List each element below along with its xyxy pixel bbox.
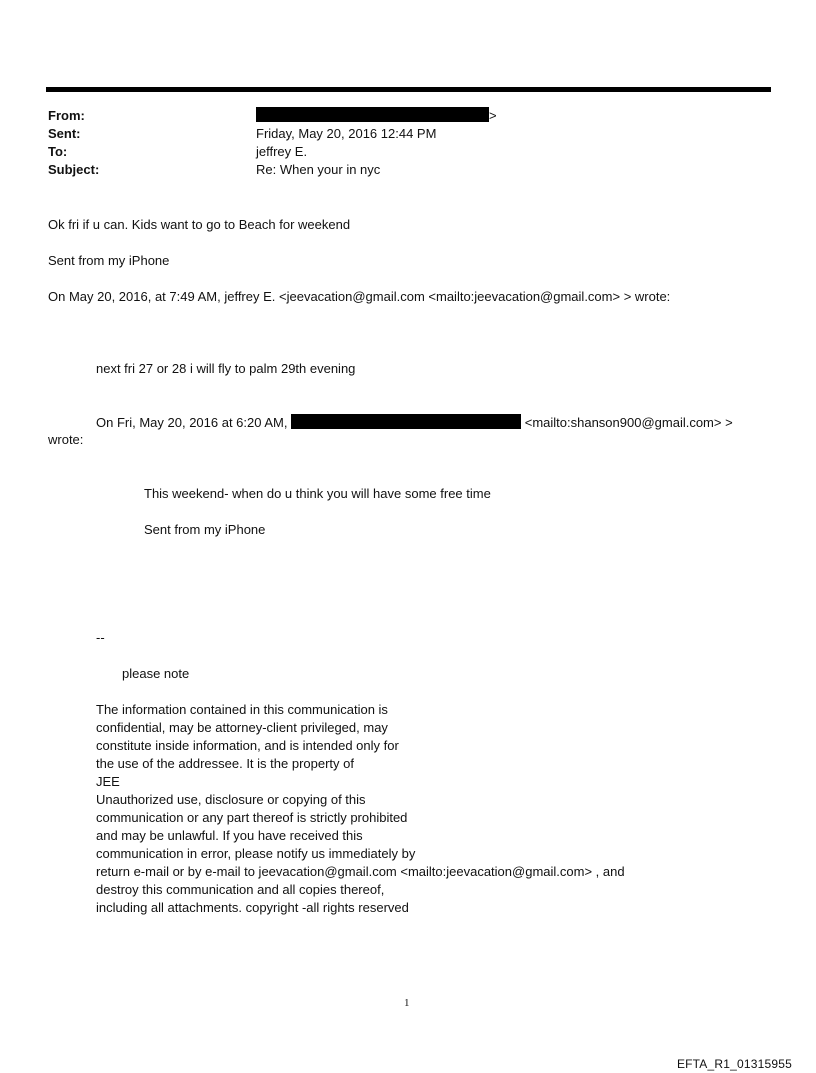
- quote2-signature: Sent from my iPhone: [144, 522, 266, 537]
- subject-row: [48, 161, 748, 179]
- notice-line: communication or any part thereof is strictly prohibited: [96, 810, 408, 825]
- to-row: [48, 143, 748, 161]
- notice-line: and may be unlawful. If you have received this: [96, 828, 363, 843]
- redaction-bar-quote-sender: [291, 414, 521, 429]
- quote1-message-text: next fri 27 or 28 i will fly to palm 29th evening: [96, 361, 356, 376]
- notice-line: destroy this communication and all copies thereof,: [96, 882, 385, 897]
- sent-label: Sent:: [48, 126, 81, 141]
- quote2-header: [96, 414, 733, 432]
- notice-line-email-link: return e-mail or by e-mail to jeevacation@gmail.com <mailto:jeevacation@gmail.com> , and: [96, 864, 625, 879]
- please-note-heading: please note: [122, 666, 190, 681]
- to-value: jeffrey E.: [256, 144, 308, 159]
- from-value: [256, 107, 497, 125]
- quote2-header-suffix: <mailto:shanson900@gmail.com> >: [524, 415, 733, 430]
- notice-line: JEE: [96, 774, 120, 789]
- redaction-bar-sender: [256, 107, 489, 122]
- notice-line: communication in error, please notify us immediately by: [96, 846, 416, 861]
- notice-line: constitute inside information, and is intended only for: [96, 738, 399, 753]
- quote1-header: On May 20, 2016, at 7:49 AM, jeffrey E. <jeevacation@gmail.com <mailto:jeevacation@gmail.com> > wrote:: [48, 289, 671, 304]
- page-number: 1: [404, 997, 410, 1009]
- notice-line: including all attachments. copyright -all rights reserved: [96, 900, 409, 915]
- quote2-header-prefix: On Fri, May 20, 2016 at 6:20 AM,: [96, 415, 288, 430]
- footer-separator: --: [96, 630, 105, 645]
- from-row: [48, 107, 748, 125]
- reply-message-text: Ok fri if u can. Kids want to go to Beach for weekend: [48, 217, 351, 232]
- sent-value: Friday, May 20, 2016 12:44 PM: [256, 126, 437, 141]
- from-suffix: >: [489, 108, 497, 123]
- confidentiality-notice: [96, 701, 625, 917]
- sent-row: [48, 125, 748, 143]
- from-label: From:: [48, 108, 85, 123]
- top-divider-rule: [46, 87, 771, 92]
- notice-line: the use of the addressee. It is the property of: [96, 756, 354, 771]
- notice-line: confidential, may be attorney-client privileged, may: [96, 720, 388, 735]
- subject-value: Re: When your in nyc: [256, 162, 381, 177]
- document-id-stamp: EFTA_R1_01315955: [676, 1057, 792, 1071]
- to-label: To:: [48, 144, 68, 159]
- notice-line: Unauthorized use, disclosure or copying of this: [96, 792, 366, 807]
- notice-line: The information contained in this communication is: [96, 702, 388, 717]
- quote2-header-wrap: wrote:: [48, 432, 84, 447]
- quote2-message-text: This weekend- when do u think you will have some free time: [144, 486, 491, 501]
- subject-label: Subject:: [48, 162, 100, 177]
- reply-signature: Sent from my iPhone: [48, 253, 170, 268]
- email-header: [48, 107, 748, 179]
